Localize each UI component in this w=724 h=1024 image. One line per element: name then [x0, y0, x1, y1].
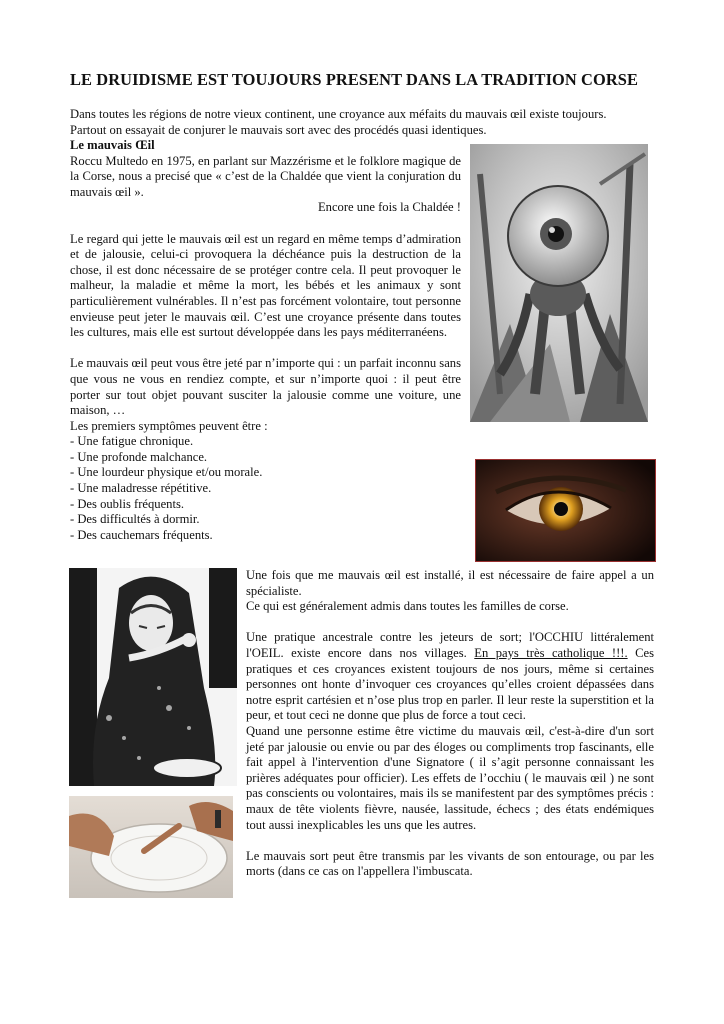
list-item: - Une lourdeur physique et/ou morale. [70, 465, 263, 480]
list-item: - Des oublis fréquents. [70, 496, 185, 511]
paragraph-right: Encore une fois la Chaldée ! [317, 200, 461, 215]
paragraph: Le mauvais œil peut vous être jeté par n’importe qui : un parfait inconnu sans que vous ne vous en rendiez compte, et sur n’importe quoi : il peut être porter sur tout objet pouvant susciter la jalousie comme une voiture, une maison, … [70, 356, 461, 418]
paragraph [246, 630, 654, 724]
list-item: - Une maladresse répétitive. [70, 481, 212, 496]
eye-monster-illustration [470, 144, 648, 422]
hands-plate-photo [69, 796, 233, 898]
paragraph: Roccu Multedo en 1975, en parlant sur Mazzérisme et le folklore magique de la Corse, nous a precisé que « c’est de la Chaldée que vient la conjuration du mauvais œil ». [70, 153, 461, 199]
section-heading: Le mauvais Œil [70, 138, 155, 152]
left-column [70, 138, 461, 543]
page-title: LE DRUIDISME EST TOUJOURS PRESENT DANS LA TRADITION CORSE [70, 70, 638, 89]
list-item: - Une profonde malchance. [70, 449, 208, 464]
paragraph: Quand une personne estime être victime du mauvais œil, c'est-à-dire d'un sort jeté par jalousie ou envie ou par des éloges ou compliments trop fascinants, elle fait appel à l'intervention d'une Signatore ( il s’agit personne connaissant les prières adéquates pour officier). Les effets de l’occhiu ( le mauvais œil ) ne sont pas conscients ou volontaires, mais ils se manifestent par des symptômes précis : maux de tête violents fièvre, nausée, lassitude, échecs ; des états endémiques tout aussi inexplicables les uns que les autres. [246, 723, 654, 832]
intro-line: Dans toutes les régions de notre vieux continent, une croyance aux méfaits du mauvais œil existe toujours. [70, 107, 607, 121]
right-column [246, 568, 654, 880]
paragraph: Ce qui est généralement admis dans toutes les familles de corse. [246, 599, 569, 614]
list-item: - Des difficultés à dormir. [70, 512, 200, 527]
paragraph: Le regard qui jette le mauvais œil est un regard en même temps d’admiration et de jalousie, celui-ci provoquera la déchéance puis la destruction de la chose, il est donc nécessaire de se protéger contre cela. Il peut provoquer le malheur, la maladie et même la mort, les bébés et les animaux y sont particulièrement vulnérables. Il n’est pas forcément volontaire, tout personne envieuse peut jeter le mauvais œil. C’est une croyance présente dans toutes les cultures, mais elle est surtout développée dans les pays méditerranéens. [70, 231, 461, 340]
list-item: - Une fatigue chronique. [70, 434, 194, 449]
paragraph: Une fois que me mauvais œil est installé, il est nécessaire de faire appel a un spécialiste. [246, 568, 654, 598]
eye-closeup-photo [475, 459, 656, 562]
intro-block [70, 107, 656, 138]
list-item: - Des cauchemars fréquents. [70, 527, 213, 542]
intro-line: Partout on essayait de conjurer le mauvais sort avec des procédés quasi identiques. [70, 122, 487, 137]
symptoms-intro: Les premiers symptômes peuvent être : [70, 418, 268, 433]
text-run: Une pratique ancestrale contre les jeteurs de sort; l'OCCHIU littéralement l'OEIL. existe encore dans nos villages. [246, 630, 654, 660]
symptom-list [70, 434, 461, 543]
underlined-text: En pays très catholique !!!. [474, 645, 628, 660]
signatora-woman-photo [69, 568, 237, 786]
paragraph: Le mauvais sort peut être transmis par les vivants de son entourage, ou par les morts (dans ce cas on l'appellera l'imbuscata. [246, 848, 654, 879]
text-run: Ces pratiques et ces croyances existent toujours de nos jours, même si certaines personnes ont honte d’invoquer ces croyances qu’elles croient dépassées dans notre esprit cartésien et n’ose plus trop en parler. Il leur reste la superstition et la peur, et tout ceci ne donne que plus de force a tout ceci. [246, 645, 654, 723]
